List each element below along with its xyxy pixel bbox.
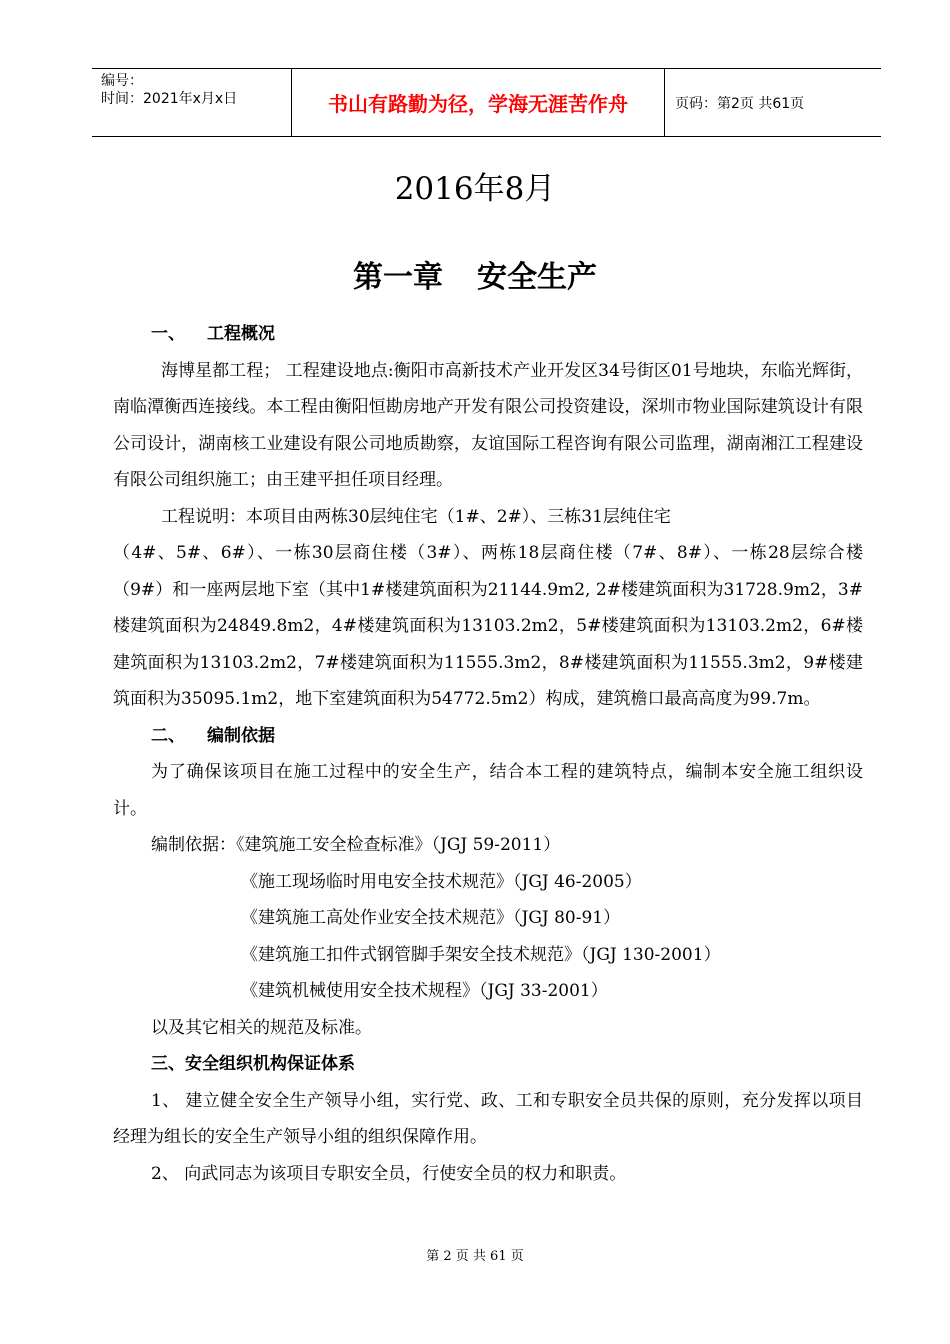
header-page-info: 页码：第2页 共61页 bbox=[675, 95, 805, 112]
header-motto: 书山有路勤为径，学海无涯苦作舟 bbox=[292, 69, 665, 136]
section-heading bbox=[113, 718, 863, 755]
section-heading: 三、安全组织机构保证体系 bbox=[151, 1054, 355, 1074]
basis-closing: 以及其它相关的规范及标准。 bbox=[151, 1017, 372, 1038]
header-number: 编号： bbox=[101, 73, 143, 89]
header-time: 时间：2021年x月x日 bbox=[101, 91, 238, 107]
page-header bbox=[92, 68, 881, 137]
project-overview-paragraph: 海博星都工程； 工程建设地点:衡阳市高新技术产业开发区34号街区01号地块，东临光辉街，南临潭衡西连接线。本工程由衡阳恒勘房地产开发有限公司投资建设，深圳市物业国际建筑设计有限公司设计，湖南核工业建设有限公司地质勘察，友谊国际工程咨询有限公司监理，湖南湘江工程建设有限公司组织施工；由王建平担任项目经理。 bbox=[113, 360, 863, 490]
standard-item: 《施工现场临时用电安全技术规范》（JGJ 46-2005） bbox=[241, 871, 642, 892]
project-description-paragraph: （4#、5#、6#）、一栋30层商住楼（3#）、两栋18层商住楼（7#、8#）、一栋28层综合楼（9#）和一座两层地下室（其中1#楼建筑面积为21144.9m2, 2#楼建筑面积为31728.9m2，3#楼建筑面积为24849.8m2，4#楼建筑面积为13103.2m2，5#楼建筑面积为13103.2m2，6#楼建筑面积为13103.2m2，7#楼建筑面积为11555.3m2，8#楼建筑面积为11555.3m2，9#楼建筑面积为35095.1m2，地下室建筑面积为54772.5m2）构成，建筑檐口最高高度为99.7m。 bbox=[113, 543, 863, 709]
section-heading bbox=[113, 316, 863, 353]
standard-item: 《建筑施工高处作业安全技术规范》（JGJ 80-91） bbox=[241, 908, 621, 928]
list-item: 2、 向武同志为该项目专职安全员，行使安全员的权力和职责。 bbox=[151, 1163, 627, 1184]
basis-first-line bbox=[113, 827, 863, 864]
project-description-first-line: 工程说明：本项目由两栋30层纯住宅（1#、2#）、三栋31层纯住宅 bbox=[161, 506, 671, 527]
header-meta bbox=[92, 69, 292, 136]
basis-intro-paragraph: 为了确保该项目在施工过程中的安全生产，结合本工程的建筑特点，编制本安全施工组织设计。 bbox=[113, 762, 863, 819]
list-item: 1、 建立健全安全生产领导小组，实行党、政、工和专职安全员共保的原则，充分发挥以项目经理为组长的安全生产领导小组的组织保障作用。 bbox=[113, 1090, 863, 1147]
chapter-title bbox=[0, 252, 950, 296]
chapter-number: 第一章 bbox=[353, 260, 443, 295]
date-title: 2016年8月 bbox=[394, 171, 556, 207]
section-heading-number: 二、 bbox=[151, 725, 185, 746]
standard-item: 《建筑施工安全检查标准》（JGJ 59-2011） bbox=[236, 835, 561, 855]
section-heading-number: 一、 bbox=[151, 324, 185, 344]
section-heading-text: 工程概况 bbox=[207, 324, 275, 344]
chapter-name: 安全生产 bbox=[477, 260, 597, 295]
standard-item: 《建筑施工扣件式钢管脚手架安全技术规范》（JGJ 130-2001） bbox=[241, 944, 721, 965]
standard-item: 《建筑机械使用安全技术规程》（JGJ 33-2001） bbox=[241, 981, 608, 1001]
basis-label: 编制依据： bbox=[151, 835, 236, 855]
page-footer: 第 2 页 共 61 页 bbox=[426, 1249, 524, 1264]
document-body bbox=[113, 316, 863, 1192]
section-heading-text: 编制依据 bbox=[207, 725, 275, 746]
